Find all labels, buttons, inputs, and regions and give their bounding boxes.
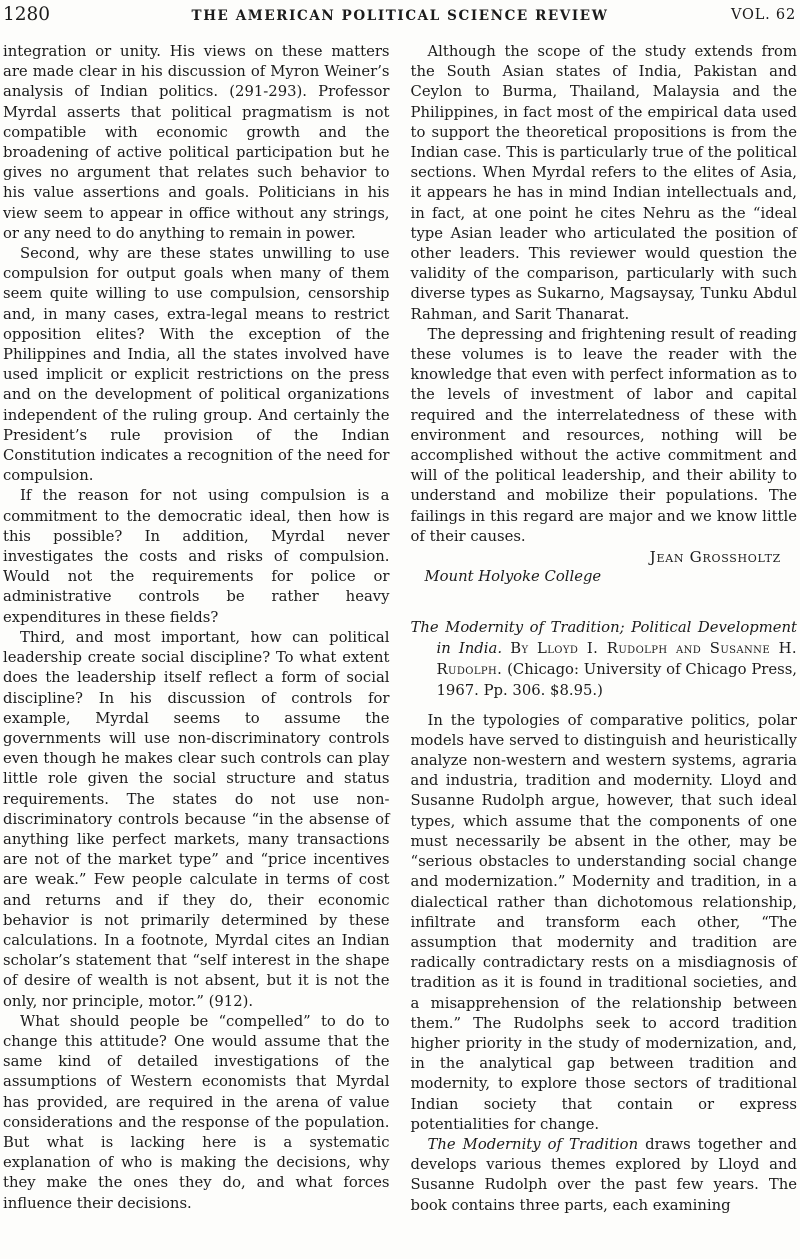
paragraph — [411, 711, 798, 1135]
text-segment: The Modernity of Tradition; Political Development in India. — [410, 619, 797, 658]
text-segment: (Chicago: University of Chicago Press, 1967. Pp. 306. $8.95.) — [436, 661, 797, 699]
paragraph — [3, 486, 390, 627]
text-segment: If the reason for not using compulsion is a commitment to the democratic ideal, then how is this possible? In addition, Myrdal never investigates the costs and risks of compulsion. Would not the requirements for police or administrative controls be rather heavy expenditures in these fields? — [3, 487, 390, 626]
paragraph — [3, 244, 390, 486]
text-segment: draws together and develops various themes explored by Lloyd and Susanne Rudolph over the past few years. The book contains three parts, each examining — [410, 1135, 797, 1214]
text-segment: In the typologies of comparative politics, polar models have served to distinguish and heuristically analyze non-western and western systems, agraria and industria, tradition and modernity. Lloyd and Susanne Rudolph argue, however, that such ideal types, which assume that the components of one must necessarily be absent in the other, may be “serious obstacles to understanding social change and modernization.” Modernity and tradition, in a dialectical rather than dichotomous relationship, infiltrate and transform each other, “The assumption that modernity and tradition are radically contradictary rests on a misdiagnosis of tradition as it is found in traditional societies, and a misapprehension of the relationship between them.” The Rudolphs seek to accord tradition higher priority in the study of modernization, and, in the analytical gap between tradition and modernity, to explore those sectors of traditional Indian society that contain or express potentialities for change. — [410, 711, 797, 1133]
page-number: 1280 — [3, 4, 51, 25]
left-column — [3, 42, 390, 1216]
paragraph — [411, 1135, 798, 1216]
text-segment: The Modernity of Tradition — [427, 1135, 639, 1153]
text-segment: What should people be “compelled” to do to change this attitude? One would assume that the same kind of detailed investigations of the assumptions of Western economists that Myrdal has provided, are required in the arena of value considerations and the response of the population. But what is lacking here is a systematic explanation of who is making the decisions, why they make the ones they do, and what forces influence their decisions. — [3, 1012, 390, 1212]
book-citation-heading — [411, 618, 798, 701]
text-segment: Although the scope of the study extends from the South Asian states of India, Pakistan and Ceylon to Burma, Thailand, Malaysia and the Philippines, in fact most of the empirical data used to support the theoretical propositions is from the Indian case. This is particularly true of the political sections. When Myrdal refers to the elites of Asia, it appears he has in mind Indian intellectuals and, in fact, at one point he cites Nehru as the “ideal type Asian leader who articulated the position of other leaders. This reviewer would question the validity of the comparison, particularly with such diverse types as Sukarno, Magsaysay, Tunku Abdul Rahman, and Sarit Thanarat. — [410, 43, 797, 323]
page-header — [3, 5, 797, 30]
paragraph — [411, 42, 798, 325]
paragraph — [3, 1012, 390, 1214]
text-segment: By Lloyd I. Rudolph and Susanne H. Rudolph. — [436, 640, 797, 679]
paragraph — [3, 42, 390, 244]
text-segment: integration or unity. His views on these matters are made clear in his discussion of Myron Weiner’s analysis of Indian politics. (291-293). Professor Myrdal asserts that political pragmatism is not compatible with economic growth and the broadening of active political participation but he gives no argument that relates such behavior to his value assertions and goals. Politicians in his view seem to appear in office without any strings, or any need to do anything to remain in power. — [3, 43, 390, 242]
journal-title: THE AMERICAN POLITICAL SCIENCE REVIEW — [191, 8, 609, 24]
two-column-layout — [3, 42, 797, 1216]
paragraph — [3, 628, 390, 1012]
right-column — [411, 42, 798, 1216]
paragraph — [411, 325, 798, 547]
text-segment: The depressing and frightening result of reading these volumes is to leave the reader with the knowledge that even with perfect information as to the levels of investment of labor and capital required and the interrelatedness of these with environment and resources, nothing will be accomplished without the active commitment and will of the political leadership, and their ability to understand and mobilize their populations. The failings in this regard are major and we know little of their causes. — [410, 325, 797, 545]
reviewer-signature: Jean Grossholtz — [649, 548, 781, 567]
text-segment — [502, 640, 510, 657]
text-segment: Third, and most important, how can political leadership create social discipline? To what extent does the leadership itself reflect a form of social discipline? In his discussion of controls for example, Myrdal seems to assume the governments will use non-discriminatory controls even though he makes clear such controls can play little role given the social structure and status requirements. The states do not use non-discriminatory controls because “in the absense of anything like perfect markets, many transactions are not of the market type” and “price incentives are weak.” Few people calculate in terms of cost and returns and if they do, their economic behavior is not primarily determined by these calculations. In a footnote, Myrdal cites an Indian scholar’s statement that “self interest in the shape of desire of wealth is not absent, but it is not the only, nor principle, motor.” (912). — [3, 628, 390, 1010]
text-segment: Second, why are these states unwilling to use compulsion for output goals when many of them seem quite willing to use compulsion, censorship and, in many cases, extra-legal means to restrict opposition elites? With the exception of the Philippines and India, all the states involved have used implicit or explicit restrictions on the press and on the development of political organizations independent of the ruling group. And certainly the President’s rule provision of the Indian Constitution indicates a recognition of the need for compulsion. — [3, 245, 390, 485]
volume-label: VOL. 62 — [730, 7, 796, 23]
reviewer-affiliation: Mount Holyoke College — [424, 568, 602, 586]
